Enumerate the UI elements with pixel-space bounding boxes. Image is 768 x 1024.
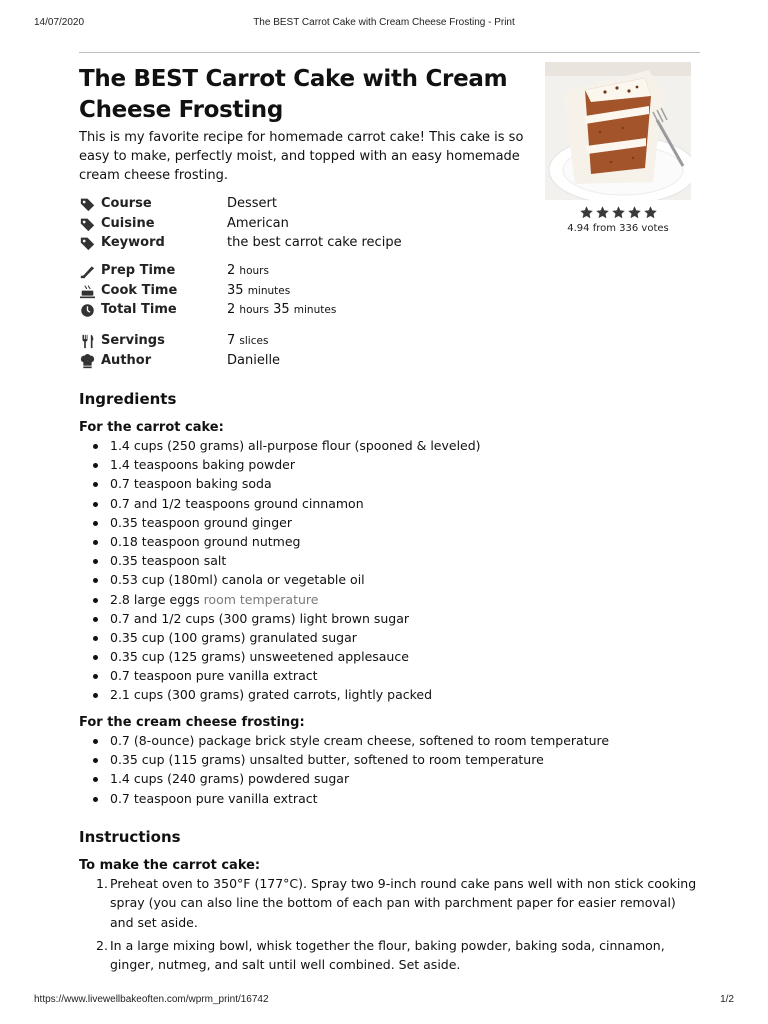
instruction-list — [79, 874, 699, 978]
carrot-cake-photo-illustration — [545, 62, 691, 200]
chef-hat-icon — [79, 354, 96, 369]
ingredient-item: 1.4 cups (240 grams) powdered sugar — [79, 769, 699, 788]
meta-label: Total Time — [101, 302, 177, 317]
meta-cuisine — [79, 216, 519, 236]
ingredient-item: 0.7 teaspoon baking soda — [79, 474, 699, 493]
ingredient-item: 0.7 teaspoon pure vanilla extract — [79, 666, 699, 685]
recipe-title: The BEST Carrot Cake with Cream Cheese Frosting — [79, 66, 508, 123]
ingredient-list — [79, 436, 699, 705]
knife-icon — [79, 264, 96, 279]
recipe-meta-servings — [79, 333, 519, 372]
ingredient-item: 0.18 teaspoon ground nutmeg — [79, 532, 699, 551]
ingredient-item — [79, 590, 699, 609]
cook-minutes: 35 — [227, 282, 244, 298]
meta-total-time — [79, 302, 519, 322]
meta-value — [227, 283, 290, 298]
instruction-step — [79, 936, 699, 975]
cutlery-icon — [79, 334, 96, 349]
ingredient-item: 0.35 teaspoon salt — [79, 551, 699, 570]
ingredients-heading: Ingredients — [79, 390, 177, 408]
meta-keyword — [79, 235, 519, 255]
print-header — [34, 17, 734, 31]
instruction-step — [79, 874, 699, 932]
meta-value: Dessert — [227, 196, 277, 211]
pot-icon — [79, 284, 96, 299]
recipe-rating — [545, 205, 691, 234]
step-number: 1. — [96, 876, 108, 891]
ingredient-item: 2.1 cups (300 grams) grated carrots, lightly packed — [79, 685, 699, 704]
star-icon — [611, 205, 626, 220]
servings-count: 7 — [227, 333, 236, 348]
ingredient-item: 0.35 teaspoon ground ginger — [79, 513, 699, 532]
ingredient-item: 1.4 teaspoons baking powder — [79, 455, 699, 474]
cook-minutes-unit: minutes — [247, 284, 291, 297]
meta-value: Danielle — [227, 352, 281, 368]
rating-stars — [545, 205, 691, 220]
print-url: https://www.livewellbakeoften.com/wprm_print/16742 — [34, 994, 269, 1005]
total-hours-unit: hours — [239, 304, 269, 316]
print-date: 14/07/2020 — [34, 17, 85, 28]
ingredient-list — [79, 731, 699, 808]
meta-label: Cook Time — [101, 282, 178, 298]
ingredient-text: 2.8 large eggs — [110, 591, 200, 607]
ingredient-item: 0.35 cup (125 grams) unsweetened applesauce — [79, 647, 699, 666]
ingredient-item: 0.7 and 1/2 teaspoons ground cinnamon — [79, 494, 699, 513]
tag-icon — [79, 197, 96, 212]
total-minutes: 35 — [273, 302, 290, 317]
ingredient-item: 0.7 teaspoon pure vanilla extract — [79, 789, 699, 808]
print-footer — [34, 994, 734, 1008]
recipe-meta-tags — [79, 196, 519, 255]
ingredient-note: room temperature — [203, 591, 319, 607]
meta-value — [227, 333, 268, 348]
recipe-meta-times — [79, 263, 519, 322]
print-page-number: 1/2 — [720, 994, 734, 1005]
star-icon — [595, 205, 610, 220]
step-number: 2. — [96, 937, 108, 953]
star-icon — [627, 205, 642, 220]
ingredient-group-heading: For the carrot cake: — [79, 420, 224, 435]
meta-value — [227, 263, 269, 278]
clock-icon — [79, 303, 96, 318]
total-hours: 2 — [227, 302, 236, 317]
instructions-heading: Instructions — [79, 828, 181, 846]
ingredient-group-heading: For the cream cheese frosting: — [79, 715, 305, 730]
meta-course — [79, 196, 519, 216]
instruction-group-heading: To make the carrot cake: — [79, 858, 261, 873]
servings-unit: slices — [239, 335, 269, 347]
prep-hours-unit: hours — [239, 265, 269, 277]
meta-cook-time — [79, 283, 519, 303]
prep-hours: 2 — [227, 263, 236, 278]
meta-author — [79, 353, 519, 373]
print-page-title: The BEST Carrot Cake with Cream Cheese Frosting - Print — [253, 17, 515, 28]
tag-icon — [79, 236, 96, 251]
meta-value — [227, 302, 336, 317]
star-icon — [579, 205, 594, 220]
meta-value: the best carrot cake recipe — [227, 235, 402, 250]
meta-label: Prep Time — [101, 263, 176, 278]
top-divider — [79, 52, 700, 53]
total-minutes-unit: minutes — [293, 304, 337, 316]
meta-label: Servings — [101, 333, 165, 348]
star-icon — [643, 205, 658, 220]
meta-label: Author — [101, 352, 152, 368]
ingredient-item: 0.35 cup (115 grams) unsalted butter, softened to room temperature — [79, 750, 699, 769]
rating-text: 4.94 from 336 votes — [567, 223, 669, 234]
meta-servings — [79, 333, 519, 353]
meta-label: Course — [101, 196, 152, 211]
step-text: In a large mixing bowl, whisk together the flour, baking powder, baking soda, cinnamon, ginger, nutmeg, and salt until well combined. Set aside. — [110, 937, 665, 973]
ingredient-item: 0.53 cup (180ml) canola or vegetable oil — [79, 570, 699, 589]
recipe-photo — [545, 62, 691, 200]
meta-value: American — [227, 215, 289, 231]
tag-icon — [79, 217, 96, 232]
meta-prep-time — [79, 263, 519, 283]
recipe-summary: This is my favorite recipe for homemade carrot cake! This cake is so easy to make, perfectly moist, and topped with an easy homemade cream cheese frosting. — [79, 130, 524, 183]
ingredient-item: 1.4 cups (250 grams) all-purpose flour (spooned & leveled) — [79, 436, 699, 455]
ingredient-item: 0.7 and 1/2 cups (300 grams) light brown sugar — [79, 609, 699, 628]
ingredient-item: 0.35 cup (100 grams) granulated sugar — [79, 628, 699, 647]
meta-label: Keyword — [101, 235, 165, 250]
meta-label: Cuisine — [101, 215, 155, 231]
step-text: Preheat oven to 350°F (177°C). Spray two 9-inch round cake pans well with non stick cooking spray (you can also line the bottom of each pan with parchment paper for easier removal) and set aside. — [110, 876, 697, 930]
ingredient-item: 0.7 (8-ounce) package brick style cream cheese, softened to room temperature — [79, 731, 699, 750]
